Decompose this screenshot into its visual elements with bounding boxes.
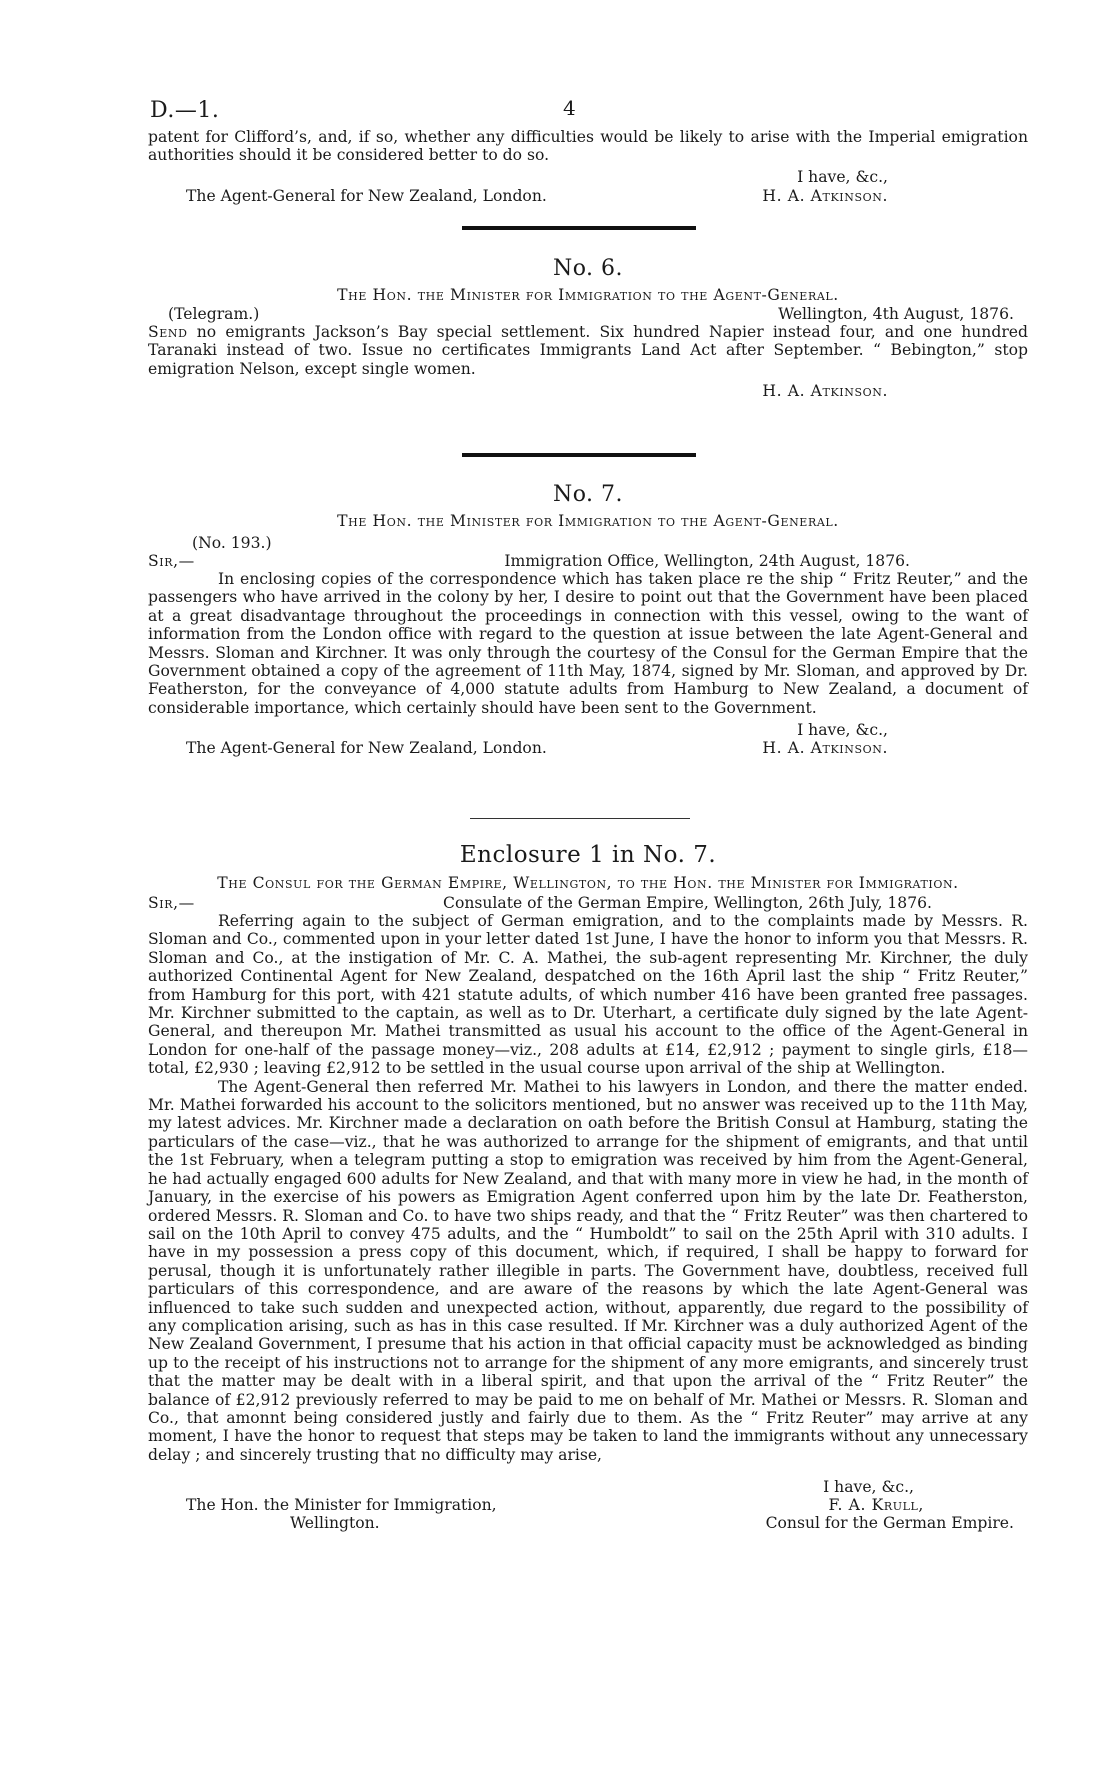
no6-dateline: Wellington, 4th August, 1876. xyxy=(778,305,1014,323)
section-rule xyxy=(470,818,690,819)
no6-title: The Hon. the Minister for Immigration to the Agent-General. xyxy=(337,286,839,304)
enclosure-signature: F. A. Krull, xyxy=(828,1496,924,1515)
document-code: D.—1. xyxy=(150,98,220,123)
no7-body: In enclosing copies of the correspondence which has taken place re the ship “ Fritz Reuter,” and the passengers who have arrived in the colony by her, I desire to point out that the Government have been placed at a great disadvantage throughout the proceedings in connection with this vessel, owing to the want of information from the London office with regard to the question at issue between the late Agent-General and Messrs. Sloman and Kirchner. It was only through the courtesy of the Consul for the German Empire that the Government obtained a copy of the agreement of 11th May, 1874, signed by Mr. Sloman, and approved by Dr. Featherston, for the conveyance of 4,000 statute adults from Hamburg to New Zealand, a document of considerable importance, which certainly should have been sent to the Government. xyxy=(148,570,1028,717)
page-number: 4 xyxy=(563,96,576,120)
no7-section xyxy=(148,482,1028,757)
no6-body-text: no emigrants Jackson’s Bay special settlement. Six hundred Napier instead four, and one hundred Taranaki instead of two. Issue no certificates Immigrants Land Act after September. “ Bebington,” stop emigration Nelson, except single women. xyxy=(148,323,1028,378)
intro-signature: H. A. Atkinson. xyxy=(762,186,888,205)
enclosure-heading: Enclosure 1 in No. 7. xyxy=(459,842,717,868)
enclosure-closing: I have, &c., xyxy=(823,1478,914,1497)
no7-salutation: Sir,— xyxy=(148,552,195,570)
enclosure-paragraph-2: The Agent-General then referred Mr. Mathei to his lawyers in London, and there the matter ended. Mr. Mathei forwarded his account to the solicitors mentioned, but no answer was received up to the 11th May, my latest advices. Mr. Kirchner made a declaration on oath before the British Consul at Hamburg, stating the particulars of the case—viz., that he was authorized to arrange for the shipment of emigrants, and that until the 1st February, when a telegram putting a stop to emigration was received by him from the Agent-General, he had actually engaged 600 adults for New Zealand, and that with many more in view he had, in the month of January, in the exercise of his powers as Emigration Agent conferred upon him by the late Dr. Featherston, ordered Messrs. R. Sloman and Co. to have two ships ready, and that the “ Fritz Reuter” was then chartered to sail on the 10th April to convey 475 adults, and the “ Humboldt” to sail on the 25th April with 310 adults. I have in my possession a press copy of this document, which, if required, I shall be happy to forward for perusal, though it is unfortunately rather illegible in parts. The Government have, doubtless, received full particulars of this correspondence, and are aware of the reasons by which the late Agent-General was influenced to take such sudden and unexpected action, without, apparently, due regard to the possibility of any complication arising, such as has in this case resulted. If Mr. Kirchner was a duly authorized Agent of the New Zealand Government, I presume that his action in that official capacity must be acknowledged as binding up to the receipt of his instructions not to arrange for the shipment of any more emigrants, and sincerely trust that the matter may be dealt with in a liberal spirit, and that upon the arrival of the “ Fritz Reuter” the balance of £2,912 previously referred to may be paid to me on behalf of Mr. Mathei or Messrs. R. Sloman and Co., that amonnt being considered justly and fairly due to them. As the “ Fritz Reuter” may arrive at any moment, I have the honor to request that steps may be taken to land the immigrants without any unnecessary delay ; and sincerely trusting that no difficulty may arise, xyxy=(148,1077,1028,1464)
no7-addressee: The Agent-General for New Zealand, London. xyxy=(186,739,547,758)
enclosure-title: The Consul for the German Empire, Wellington, to the Hon. the Minister for Immigration. xyxy=(217,874,959,892)
no7-signature: H. A. Atkinson. xyxy=(762,739,888,758)
intro-section xyxy=(148,128,1028,205)
section-rule xyxy=(462,453,696,457)
no6-body xyxy=(148,323,1028,378)
section-rule xyxy=(462,226,696,230)
no6-lead-word: Send xyxy=(148,323,188,341)
enclosure-addressee-line-1: The Hon. the Minister for Immigration, xyxy=(186,1496,497,1515)
enclosure-section xyxy=(148,842,1028,1532)
no7-closing: I have, &c., xyxy=(797,721,888,740)
intro-closing: I have, &c., xyxy=(797,167,888,186)
no6-type: (Telegram.) xyxy=(168,305,260,323)
no6-number: No. 6. xyxy=(552,256,624,281)
no6-signature: H. A. Atkinson. xyxy=(762,382,888,401)
enclosure-paragraph-1: Referring again to the subject of German emigration, and to the complaints made by Messrs. R. Sloman and Co., commented upon in your letter dated 1st June, I have the honor to inform you that Messrs. R. Sloman and Co., at the instigation of Mr. C. A. Mathei, the sub-agent representing Mr. Kirchner, the duly authorized Continental Agent for New Zealand, despatched on the 16th April last the ship “ Fritz Reuter,” from Hamburg for this port, with 421 statute adults, of which number 416 have been granted free passages. Mr. Kirchner submitted to the captain, as well as to Dr. Uterhart, a certificate duly signed by the late Agent-General, and thereupon Mr. Mathei transmitted as usual his account to the office of the Agent-General in London for one-half of the passage money—viz., 208 adults at £14, £2,912 ; payment to single girls, £18—total, £2,930 ; leaving £2,912 to be settled in the usual course upon arrival of the ship at Wellington. xyxy=(148,912,1028,1078)
no7-title: The Hon. the Minister for Immigration to the Agent-General. xyxy=(337,512,839,530)
enclosure-signature-title: Consul for the German Empire. xyxy=(765,1514,1014,1533)
no7-dateline: Immigration Office, Wellington, 24th August, 1876. xyxy=(504,552,910,570)
enclosure-dateline: Consulate of the German Empire, Wellington, 26th July, 1876. xyxy=(443,894,932,912)
enclosure-addressee-line-2: Wellington. xyxy=(290,1514,380,1533)
no7-ref: (No. 193.) xyxy=(192,534,272,552)
enclosure-salutation: Sir,— xyxy=(148,894,195,912)
no7-number: No. 7. xyxy=(552,482,624,507)
intro-paragraph: patent for Clifford’s, and, if so, whether any difficulties would be likely to arise with the Imperial emigration authorities should it be considered better to do so. xyxy=(148,128,1028,165)
no6-section xyxy=(148,256,1028,400)
intro-addressee: The Agent-General for New Zealand, London. xyxy=(186,186,547,205)
